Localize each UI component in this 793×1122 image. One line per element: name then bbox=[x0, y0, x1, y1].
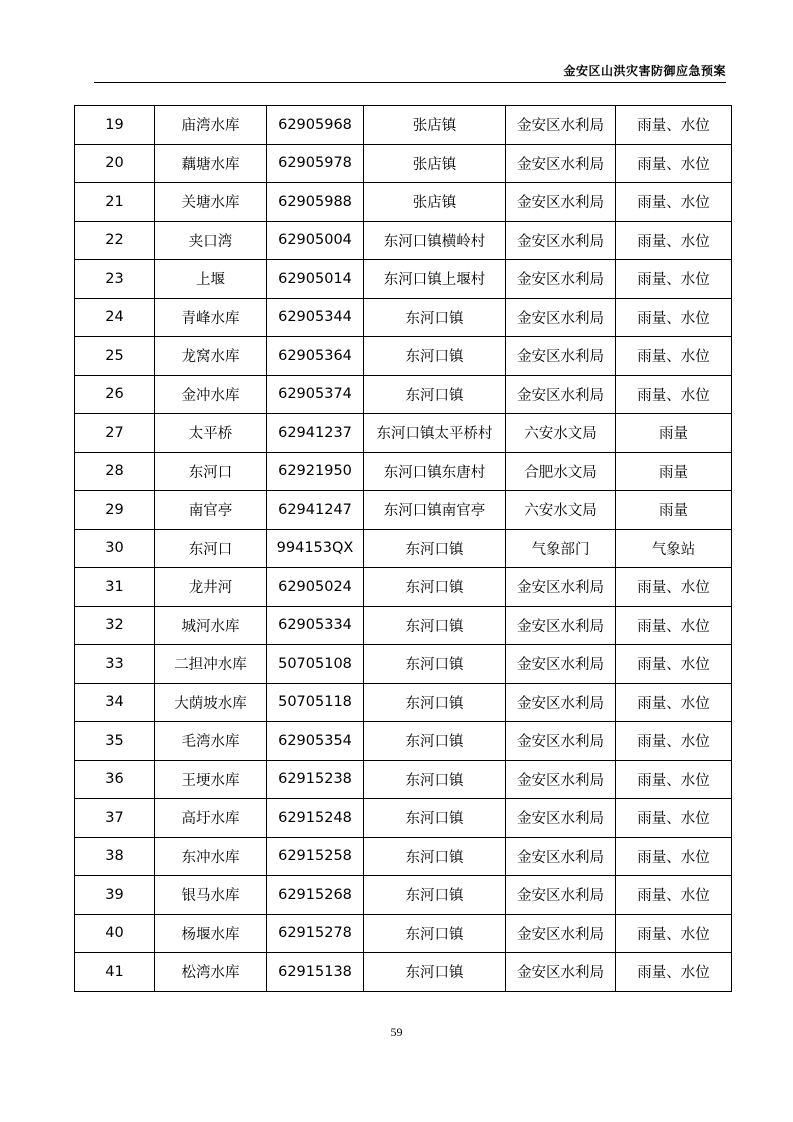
cell-location: 东河口镇东唐村 bbox=[364, 452, 506, 491]
table-row bbox=[75, 414, 732, 453]
cell-index: 22 bbox=[75, 221, 155, 260]
cell-station-name: 银马水库 bbox=[155, 876, 267, 915]
cell-monitor-type: 雨量 bbox=[616, 491, 732, 530]
cell-station-code: 62905004 bbox=[267, 221, 364, 260]
cell-station-name: 松湾水库 bbox=[155, 953, 267, 992]
cell-station-name: 毛湾水库 bbox=[155, 722, 267, 761]
table-row bbox=[75, 837, 732, 876]
cell-agency: 金安区水利局 bbox=[506, 221, 616, 260]
table-row bbox=[75, 337, 732, 376]
cell-location: 东河口镇 bbox=[364, 953, 506, 992]
table-row bbox=[75, 914, 732, 953]
cell-station-code: 62905014 bbox=[267, 260, 364, 299]
cell-location: 东河口镇 bbox=[364, 760, 506, 799]
cell-monitor-type: 雨量、水位 bbox=[616, 914, 732, 953]
cell-station-name: 东河口 bbox=[155, 529, 267, 568]
cell-index: 28 bbox=[75, 452, 155, 491]
cell-location: 东河口镇太平桥村 bbox=[364, 414, 506, 453]
table-row bbox=[75, 260, 732, 299]
cell-agency: 金安区水利局 bbox=[506, 683, 616, 722]
cell-station-code: 62915238 bbox=[267, 760, 364, 799]
cell-location: 东河口镇 bbox=[364, 722, 506, 761]
cell-monitor-type: 雨量、水位 bbox=[616, 298, 732, 337]
table-row bbox=[75, 106, 732, 145]
cell-monitor-type: 雨量、水位 bbox=[616, 722, 732, 761]
cell-index: 19 bbox=[75, 106, 155, 145]
cell-monitor-type: 雨量、水位 bbox=[616, 683, 732, 722]
cell-station-name: 夹口湾 bbox=[155, 221, 267, 260]
table-row bbox=[75, 722, 732, 761]
cell-station-name: 王埂水库 bbox=[155, 760, 267, 799]
cell-monitor-type: 雨量、水位 bbox=[616, 337, 732, 376]
cell-station-code: 62905968 bbox=[267, 106, 364, 145]
cell-station-name: 关塘水库 bbox=[155, 183, 267, 222]
cell-station-code: 62905374 bbox=[267, 375, 364, 414]
cell-agency: 金安区水利局 bbox=[506, 298, 616, 337]
cell-agency: 金安区水利局 bbox=[506, 722, 616, 761]
cell-location: 东河口镇 bbox=[364, 606, 506, 645]
cell-station-name: 大荫坡水库 bbox=[155, 683, 267, 722]
cell-station-code: 62915278 bbox=[267, 914, 364, 953]
cell-station-code: 62905024 bbox=[267, 568, 364, 607]
cell-station-code: 50705108 bbox=[267, 645, 364, 684]
cell-location: 东河口镇 bbox=[364, 375, 506, 414]
table-row bbox=[75, 375, 732, 414]
table-row bbox=[75, 144, 732, 183]
cell-index: 37 bbox=[75, 799, 155, 838]
cell-location: 张店镇 bbox=[364, 144, 506, 183]
cell-agency: 金安区水利局 bbox=[506, 645, 616, 684]
cell-monitor-type: 雨量、水位 bbox=[616, 760, 732, 799]
cell-index: 27 bbox=[75, 414, 155, 453]
cell-agency: 金安区水利局 bbox=[506, 837, 616, 876]
cell-location: 东河口镇 bbox=[364, 645, 506, 684]
cell-station-name: 庙湾水库 bbox=[155, 106, 267, 145]
cell-station-code: 62941247 bbox=[267, 491, 364, 530]
cell-location: 东河口镇 bbox=[364, 876, 506, 915]
cell-monitor-type: 雨量、水位 bbox=[616, 375, 732, 414]
cell-location: 张店镇 bbox=[364, 183, 506, 222]
table-row bbox=[75, 953, 732, 992]
header-rule bbox=[94, 82, 726, 83]
cell-monitor-type: 雨量、水位 bbox=[616, 953, 732, 992]
cell-agency: 金安区水利局 bbox=[506, 876, 616, 915]
cell-location: 东河口镇 bbox=[364, 683, 506, 722]
cell-location: 东河口镇 bbox=[364, 529, 506, 568]
cell-agency: 六安水文局 bbox=[506, 414, 616, 453]
cell-station-name: 城河水库 bbox=[155, 606, 267, 645]
table-row bbox=[75, 529, 732, 568]
cell-agency: 金安区水利局 bbox=[506, 375, 616, 414]
cell-agency: 金安区水利局 bbox=[506, 799, 616, 838]
cell-monitor-type: 雨量、水位 bbox=[616, 645, 732, 684]
cell-station-code: 62905344 bbox=[267, 298, 364, 337]
cell-monitor-type: 雨量、水位 bbox=[616, 106, 732, 145]
cell-monitor-type: 雨量、水位 bbox=[616, 183, 732, 222]
cell-monitor-type: 雨量、水位 bbox=[616, 606, 732, 645]
cell-agency: 金安区水利局 bbox=[506, 914, 616, 953]
cell-monitor-type: 雨量、水位 bbox=[616, 260, 732, 299]
cell-monitor-type: 雨量、水位 bbox=[616, 799, 732, 838]
cell-station-name: 龙窝水库 bbox=[155, 337, 267, 376]
cell-station-name: 上堰 bbox=[155, 260, 267, 299]
cell-station-name: 二担冲水库 bbox=[155, 645, 267, 684]
cell-index: 25 bbox=[75, 337, 155, 376]
cell-index: 21 bbox=[75, 183, 155, 222]
cell-index: 40 bbox=[75, 914, 155, 953]
cell-agency: 金安区水利局 bbox=[506, 760, 616, 799]
cell-index: 32 bbox=[75, 606, 155, 645]
cell-station-code: 62915258 bbox=[267, 837, 364, 876]
cell-index: 34 bbox=[75, 683, 155, 722]
cell-agency: 金安区水利局 bbox=[506, 568, 616, 607]
cell-station-code: 62915138 bbox=[267, 953, 364, 992]
cell-monitor-type: 雨量、水位 bbox=[616, 221, 732, 260]
cell-station-name: 高圩水库 bbox=[155, 799, 267, 838]
table-row bbox=[75, 491, 732, 530]
cell-agency: 气象部门 bbox=[506, 529, 616, 568]
cell-station-code: 994153QX bbox=[267, 529, 364, 568]
cell-station-name: 青峰水库 bbox=[155, 298, 267, 337]
table-row bbox=[75, 606, 732, 645]
cell-monitor-type: 气象站 bbox=[616, 529, 732, 568]
table-row bbox=[75, 298, 732, 337]
cell-agency: 金安区水利局 bbox=[506, 606, 616, 645]
cell-station-name: 龙井河 bbox=[155, 568, 267, 607]
cell-agency: 金安区水利局 bbox=[506, 953, 616, 992]
cell-location: 东河口镇 bbox=[364, 799, 506, 838]
cell-index: 23 bbox=[75, 260, 155, 299]
cell-location: 东河口镇横岭村 bbox=[364, 221, 506, 260]
cell-monitor-type: 雨量、水位 bbox=[616, 144, 732, 183]
cell-index: 38 bbox=[75, 837, 155, 876]
table-row bbox=[75, 183, 732, 222]
cell-location: 东河口镇 bbox=[364, 837, 506, 876]
cell-agency: 六安水文局 bbox=[506, 491, 616, 530]
table-row bbox=[75, 799, 732, 838]
table-row bbox=[75, 221, 732, 260]
cell-agency: 金安区水利局 bbox=[506, 337, 616, 376]
station-table-body bbox=[75, 106, 732, 992]
cell-station-code: 62905988 bbox=[267, 183, 364, 222]
cell-agency: 金安区水利局 bbox=[506, 144, 616, 183]
cell-station-code: 62941237 bbox=[267, 414, 364, 453]
cell-location: 张店镇 bbox=[364, 106, 506, 145]
table-row bbox=[75, 645, 732, 684]
cell-index: 35 bbox=[75, 722, 155, 761]
cell-agency: 金安区水利局 bbox=[506, 260, 616, 299]
cell-monitor-type: 雨量、水位 bbox=[616, 876, 732, 915]
cell-station-code: 62905334 bbox=[267, 606, 364, 645]
document-header-title: 金安区山洪灾害防御应急预案 bbox=[563, 64, 726, 78]
cell-monitor-type: 雨量、水位 bbox=[616, 837, 732, 876]
cell-index: 30 bbox=[75, 529, 155, 568]
cell-station-name: 金冲水库 bbox=[155, 375, 267, 414]
cell-station-code: 62915248 bbox=[267, 799, 364, 838]
cell-station-name: 东冲水库 bbox=[155, 837, 267, 876]
cell-location: 东河口镇南官亭 bbox=[364, 491, 506, 530]
cell-index: 41 bbox=[75, 953, 155, 992]
cell-agency: 合肥水文局 bbox=[506, 452, 616, 491]
cell-agency: 金安区水利局 bbox=[506, 106, 616, 145]
cell-index: 31 bbox=[75, 568, 155, 607]
cell-station-code: 50705118 bbox=[267, 683, 364, 722]
cell-index: 36 bbox=[75, 760, 155, 799]
cell-station-name: 东河口 bbox=[155, 452, 267, 491]
cell-station-code: 62905354 bbox=[267, 722, 364, 761]
cell-station-name: 太平桥 bbox=[155, 414, 267, 453]
table-row bbox=[75, 683, 732, 722]
cell-index: 20 bbox=[75, 144, 155, 183]
cell-monitor-type: 雨量、水位 bbox=[616, 568, 732, 607]
table-row bbox=[75, 876, 732, 915]
cell-index: 26 bbox=[75, 375, 155, 414]
cell-station-code: 62905978 bbox=[267, 144, 364, 183]
cell-index: 24 bbox=[75, 298, 155, 337]
cell-station-code: 62905364 bbox=[267, 337, 364, 376]
cell-index: 33 bbox=[75, 645, 155, 684]
cell-location: 东河口镇上堰村 bbox=[364, 260, 506, 299]
cell-index: 29 bbox=[75, 491, 155, 530]
cell-location: 东河口镇 bbox=[364, 298, 506, 337]
cell-monitor-type: 雨量 bbox=[616, 452, 732, 491]
page-number: 59 bbox=[390, 1025, 403, 1039]
table-row bbox=[75, 452, 732, 491]
cell-location: 东河口镇 bbox=[364, 914, 506, 953]
table-row bbox=[75, 760, 732, 799]
table-row bbox=[75, 568, 732, 607]
cell-index: 39 bbox=[75, 876, 155, 915]
cell-location: 东河口镇 bbox=[364, 568, 506, 607]
cell-agency: 金安区水利局 bbox=[506, 183, 616, 222]
cell-station-code: 62915268 bbox=[267, 876, 364, 915]
cell-station-name: 藕塘水库 bbox=[155, 144, 267, 183]
cell-station-name: 南官亭 bbox=[155, 491, 267, 530]
cell-station-name: 杨堰水库 bbox=[155, 914, 267, 953]
station-table bbox=[74, 105, 732, 992]
cell-station-code: 62921950 bbox=[267, 452, 364, 491]
cell-monitor-type: 雨量 bbox=[616, 414, 732, 453]
cell-location: 东河口镇 bbox=[364, 337, 506, 376]
